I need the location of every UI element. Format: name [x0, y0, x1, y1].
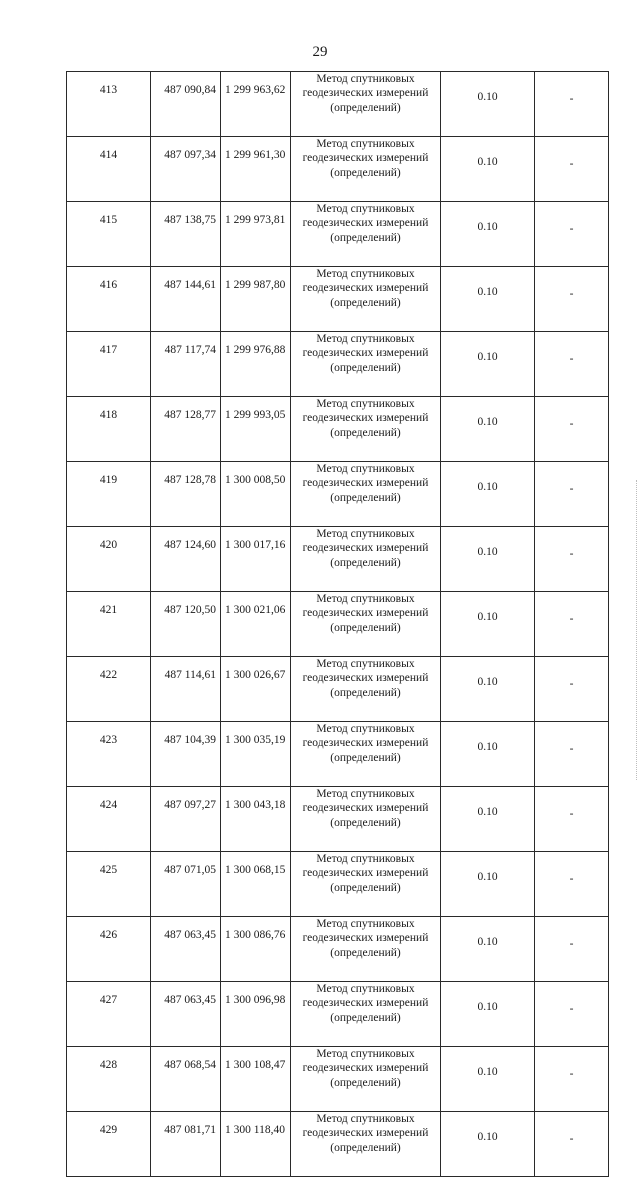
x-coordinate-cell: 487 090,84 — [151, 72, 221, 137]
point-number-cell: 421 — [67, 592, 151, 657]
method-line: геодезических измерений — [302, 87, 429, 100]
method-line: геодезических измерений — [302, 997, 429, 1010]
method-line: Метод спутниковых — [316, 138, 415, 150]
point-number-cell: 419 — [67, 462, 151, 527]
method-line: Метод спутниковых — [316, 1048, 415, 1060]
table-row — [67, 137, 609, 202]
x-coordinate-cell: 487 128,78 — [151, 462, 221, 527]
method-line: (определений) — [330, 491, 401, 504]
note-cell: - — [535, 397, 609, 462]
table-row — [67, 527, 609, 592]
x-coordinate-cell: 487 068,54 — [151, 1047, 221, 1112]
note-cell: - — [535, 852, 609, 917]
method-line: Метод спутниковых — [316, 918, 415, 930]
table-row — [67, 657, 609, 722]
point-number-cell: 426 — [67, 917, 151, 982]
method-cell — [291, 202, 441, 267]
point-number-cell: 413 — [67, 72, 151, 137]
method-line: геодезических измерений — [302, 477, 429, 490]
point-number-cell: 422 — [67, 657, 151, 722]
point-number-cell: 418 — [67, 397, 151, 462]
note-cell: - — [535, 657, 609, 722]
precision-cell: 0.10 — [441, 787, 535, 852]
method-cell — [291, 852, 441, 917]
method-line: геодезических измерений — [302, 1127, 429, 1140]
y-coordinate-cell: 1 300 068,15 — [221, 852, 291, 917]
table-row — [67, 462, 609, 527]
precision-cell: 0.10 — [441, 267, 535, 332]
method-line: Метод спутниковых — [316, 658, 415, 670]
y-coordinate-cell: 1 299 973,81 — [221, 202, 291, 267]
x-coordinate-cell: 487 097,34 — [151, 137, 221, 202]
note-cell: - — [535, 787, 609, 852]
method-line: геодезических измерений — [302, 737, 429, 750]
method-cell — [291, 332, 441, 397]
x-coordinate-cell: 487 081,71 — [151, 1112, 221, 1177]
note-cell: - — [535, 1112, 609, 1177]
method-line: Метод спутниковых — [316, 853, 415, 865]
method-line: (определений) — [330, 686, 401, 699]
coordinates-table — [66, 71, 609, 1177]
table-row — [67, 332, 609, 397]
x-coordinate-cell: 487 128,77 — [151, 397, 221, 462]
precision-cell: 0.10 — [441, 462, 535, 527]
method-line: (определений) — [330, 426, 401, 439]
note-cell: - — [535, 722, 609, 787]
note-cell: - — [535, 982, 609, 1047]
note-cell: - — [535, 72, 609, 137]
table-row — [67, 267, 609, 332]
method-cell — [291, 917, 441, 982]
point-number-cell: 415 — [67, 202, 151, 267]
table-row — [67, 72, 609, 137]
x-coordinate-cell: 487 063,45 — [151, 917, 221, 982]
method-cell — [291, 267, 441, 332]
method-cell — [291, 592, 441, 657]
method-line: геодезических измерений — [302, 672, 429, 685]
precision-cell: 0.10 — [441, 137, 535, 202]
precision-cell: 0.10 — [441, 202, 535, 267]
note-cell: - — [535, 917, 609, 982]
x-coordinate-cell: 487 144,61 — [151, 267, 221, 332]
precision-cell: 0.10 — [441, 722, 535, 787]
point-number-cell: 425 — [67, 852, 151, 917]
method-line: (определений) — [330, 166, 401, 179]
note-cell: - — [535, 137, 609, 202]
y-coordinate-cell: 1 300 043,18 — [221, 787, 291, 852]
precision-cell: 0.10 — [441, 917, 535, 982]
method-cell — [291, 527, 441, 592]
table-row — [67, 1112, 609, 1177]
x-coordinate-cell: 487 104,39 — [151, 722, 221, 787]
page-number: 29 — [312, 44, 328, 60]
table-row — [67, 722, 609, 787]
method-line: (определений) — [330, 101, 401, 114]
method-line: (определений) — [330, 1011, 401, 1024]
method-line: Метод спутниковых — [316, 398, 415, 410]
method-line: геодезических измерений — [302, 542, 429, 555]
method-line: (определений) — [330, 556, 401, 569]
note-cell: - — [535, 202, 609, 267]
y-coordinate-cell: 1 299 993,05 — [221, 397, 291, 462]
method-line: (определений) — [330, 1141, 401, 1154]
method-line: геодезических измерений — [302, 867, 429, 880]
point-number-cell: 429 — [67, 1112, 151, 1177]
table-row — [67, 787, 609, 852]
method-line: Метод спутниковых — [316, 203, 415, 215]
y-coordinate-cell: 1 300 086,76 — [221, 917, 291, 982]
y-coordinate-cell: 1 299 976,88 — [221, 332, 291, 397]
precision-cell: 0.10 — [441, 852, 535, 917]
table-row — [67, 917, 609, 982]
y-coordinate-cell: 1 300 021,06 — [221, 592, 291, 657]
y-coordinate-cell: 1 300 008,50 — [221, 462, 291, 527]
method-line: (определений) — [330, 946, 401, 959]
precision-cell: 0.10 — [441, 1112, 535, 1177]
method-line: Метод спутниковых — [316, 268, 415, 280]
x-coordinate-cell: 487 071,05 — [151, 852, 221, 917]
y-coordinate-cell: 1 300 026,67 — [221, 657, 291, 722]
y-coordinate-cell: 1 299 963,62 — [221, 72, 291, 137]
point-number-cell: 417 — [67, 332, 151, 397]
method-line: геодезических измерений — [302, 412, 429, 425]
x-coordinate-cell: 487 097,27 — [151, 787, 221, 852]
y-coordinate-cell: 1 300 118,40 — [221, 1112, 291, 1177]
y-coordinate-cell: 1 300 096,98 — [221, 982, 291, 1047]
method-cell — [291, 982, 441, 1047]
note-cell: - — [535, 267, 609, 332]
method-line: геодезических измерений — [302, 1062, 429, 1075]
point-number-cell: 420 — [67, 527, 151, 592]
method-cell — [291, 462, 441, 527]
note-cell: - — [535, 1047, 609, 1112]
method-line: Метод спутниковых — [316, 788, 415, 800]
method-line: Метод спутниковых — [316, 73, 415, 85]
table-row — [67, 592, 609, 657]
method-cell — [291, 657, 441, 722]
method-line: Метод спутниковых — [316, 528, 415, 540]
x-coordinate-cell: 487 063,45 — [151, 982, 221, 1047]
method-cell — [291, 1112, 441, 1177]
method-line: Метод спутниковых — [316, 983, 415, 995]
method-cell — [291, 1047, 441, 1112]
precision-cell: 0.10 — [441, 657, 535, 722]
method-cell — [291, 787, 441, 852]
table-row — [67, 852, 609, 917]
method-line: Метод спутниковых — [316, 1113, 415, 1125]
point-number-cell: 427 — [67, 982, 151, 1047]
method-line: Метод спутниковых — [316, 463, 415, 475]
method-line: Метод спутниковых — [316, 723, 415, 735]
method-cell — [291, 137, 441, 202]
method-line: (определений) — [330, 816, 401, 829]
method-line: геодезических измерений — [302, 932, 429, 945]
table-row — [67, 982, 609, 1047]
method-line: геодезических измерений — [302, 282, 429, 295]
note-cell: - — [535, 462, 609, 527]
scan-edge-mark — [636, 480, 638, 780]
point-number-cell: 424 — [67, 787, 151, 852]
table-row — [67, 1047, 609, 1112]
point-number-cell: 428 — [67, 1047, 151, 1112]
method-line: Метод спутниковых — [316, 333, 415, 345]
table-row — [67, 397, 609, 462]
note-cell: - — [535, 592, 609, 657]
precision-cell: 0.10 — [441, 72, 535, 137]
x-coordinate-cell: 487 120,50 — [151, 592, 221, 657]
method-line: геодезических измерений — [302, 802, 429, 815]
method-line: Метод спутниковых — [316, 593, 415, 605]
method-line: геодезических измерений — [302, 217, 429, 230]
method-line: геодезических измерений — [302, 607, 429, 620]
table-row — [67, 202, 609, 267]
y-coordinate-cell: 1 300 108,47 — [221, 1047, 291, 1112]
x-coordinate-cell: 487 124,60 — [151, 527, 221, 592]
method-line: (определений) — [330, 296, 401, 309]
method-line: (определений) — [330, 881, 401, 894]
precision-cell: 0.10 — [441, 1047, 535, 1112]
precision-cell: 0.10 — [441, 982, 535, 1047]
coordinates-table-body — [67, 72, 609, 1177]
method-line: (определений) — [330, 231, 401, 244]
method-line: геодезических измерений — [302, 347, 429, 360]
note-cell: - — [535, 527, 609, 592]
method-line: (определений) — [330, 1076, 401, 1089]
method-cell — [291, 72, 441, 137]
y-coordinate-cell: 1 300 035,19 — [221, 722, 291, 787]
x-coordinate-cell: 487 138,75 — [151, 202, 221, 267]
point-number-cell: 423 — [67, 722, 151, 787]
y-coordinate-cell: 1 300 017,16 — [221, 527, 291, 592]
precision-cell: 0.10 — [441, 332, 535, 397]
precision-cell: 0.10 — [441, 527, 535, 592]
method-line: (определений) — [330, 621, 401, 634]
y-coordinate-cell: 1 299 961,30 — [221, 137, 291, 202]
method-line: (определений) — [330, 751, 401, 764]
y-coordinate-cell: 1 299 987,80 — [221, 267, 291, 332]
precision-cell: 0.10 — [441, 397, 535, 462]
point-number-cell: 414 — [67, 137, 151, 202]
method-line: (определений) — [330, 361, 401, 374]
method-line: геодезических измерений — [302, 152, 429, 165]
method-cell — [291, 722, 441, 787]
x-coordinate-cell: 487 117,74 — [151, 332, 221, 397]
precision-cell: 0.10 — [441, 592, 535, 657]
note-cell: - — [535, 332, 609, 397]
point-number-cell: 416 — [67, 267, 151, 332]
x-coordinate-cell: 487 114,61 — [151, 657, 221, 722]
method-cell — [291, 397, 441, 462]
